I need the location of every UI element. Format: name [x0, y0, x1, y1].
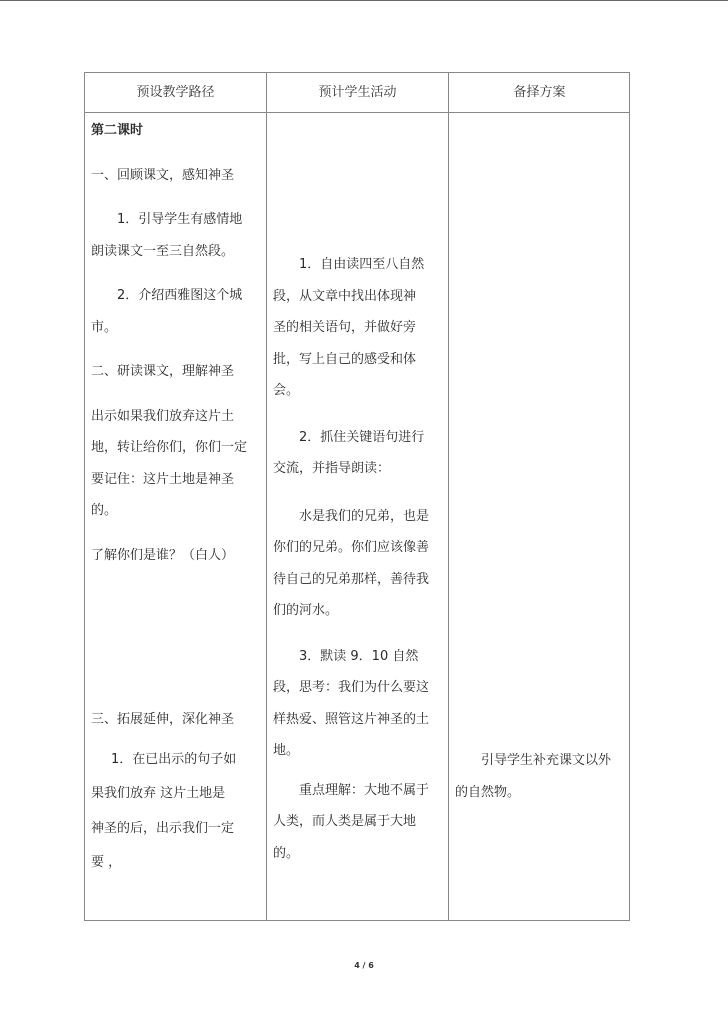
section-heading: 二、研读课文，理解神圣 — [91, 364, 235, 379]
quote-line: 出示如果我们放弃这片土 — [91, 408, 235, 424]
step-item-cont: 神圣的后，出示我们一定 — [91, 820, 235, 836]
lesson-plan-table — [84, 72, 630, 921]
activity-item-cont: 批，写上自己的感受和体 — [273, 351, 417, 367]
key-point-line: 人类，而人类是属于大地 — [273, 814, 417, 829]
step-item-cont: 市。 — [91, 319, 118, 335]
header-teaching-path: 预设教学路径 — [136, 85, 215, 100]
activity-item-cont: 段，思考：我们为什么要这 — [273, 680, 430, 695]
question-line: 了解你们是谁？（白人） — [91, 547, 235, 563]
quote-line: 要记住：这片土地是神圣 — [91, 471, 235, 487]
step-item-cont: 朗读课文一至三自然段。 — [91, 243, 235, 259]
activity-item-cont: 会。 — [273, 383, 300, 398]
col1-cell — [91, 115, 263, 879]
step-item: 1．引导学生有感情地 — [117, 212, 243, 227]
section-heading: 三、拓展延伸，深化神圣 — [91, 712, 235, 727]
activity-item: 3．默读 9．10 自然 — [299, 648, 419, 664]
step-item-cont: 要 ， — [91, 855, 122, 870]
step-item: 2．介绍西雅图这个城 — [117, 288, 243, 303]
step-item-cont: 果我们放弃 这片土地是 — [91, 786, 226, 801]
quote-line: 的。 — [91, 503, 118, 518]
activity-item-cont: 圣的相关语句，并做好旁 — [273, 320, 417, 335]
quote-line: 你们的兄弟。你们应该像善 — [273, 540, 430, 555]
header-alternative-plan: 备择方案 — [513, 85, 566, 100]
quote-line: 水是我们的兄弟，也是 — [299, 508, 430, 524]
activity-item-cont: 样热爱、照管这片神圣的土 — [273, 711, 430, 727]
activity-item-cont: 地。 — [273, 743, 300, 758]
page-number: 4 / 6 — [354, 961, 374, 970]
col2-cell — [273, 249, 445, 869]
step-item: 1．在已出示的句子如 — [111, 751, 237, 767]
column-divider-1 — [266, 73, 267, 920]
alternative-item-cont: 的自然物。 — [455, 784, 521, 800]
activity-item: 1．自由读四至八自然 — [299, 257, 425, 272]
header-student-activity: 预计学生活动 — [318, 85, 397, 100]
col3-cell — [455, 745, 627, 808]
activity-item-cont: 段，从文章中找出体现神 — [273, 288, 417, 304]
quote-line: 们的河水。 — [273, 603, 339, 618]
lesson-title: 第二课时 — [91, 123, 144, 138]
quote-line: 地，转让给你们，你们一定 — [91, 440, 248, 455]
key-point-line: 重点理解：大地不属于 — [299, 782, 430, 798]
column-divider-2 — [448, 73, 449, 920]
header-divider — [85, 112, 629, 113]
activity-item: 2．抓住关键语句进行 — [299, 429, 425, 445]
quote-line: 待自己的兄弟那样，善待我 — [273, 571, 430, 587]
key-point-line: 的。 — [273, 845, 300, 861]
section-heading: 一、回顾课文，感知神圣 — [91, 167, 235, 183]
alternative-item: 引导学生补充课文以外 — [481, 753, 612, 768]
top-rule — [0, 0, 728, 1]
activity-item-cont: 交流，并指导朗读： — [273, 461, 391, 476]
